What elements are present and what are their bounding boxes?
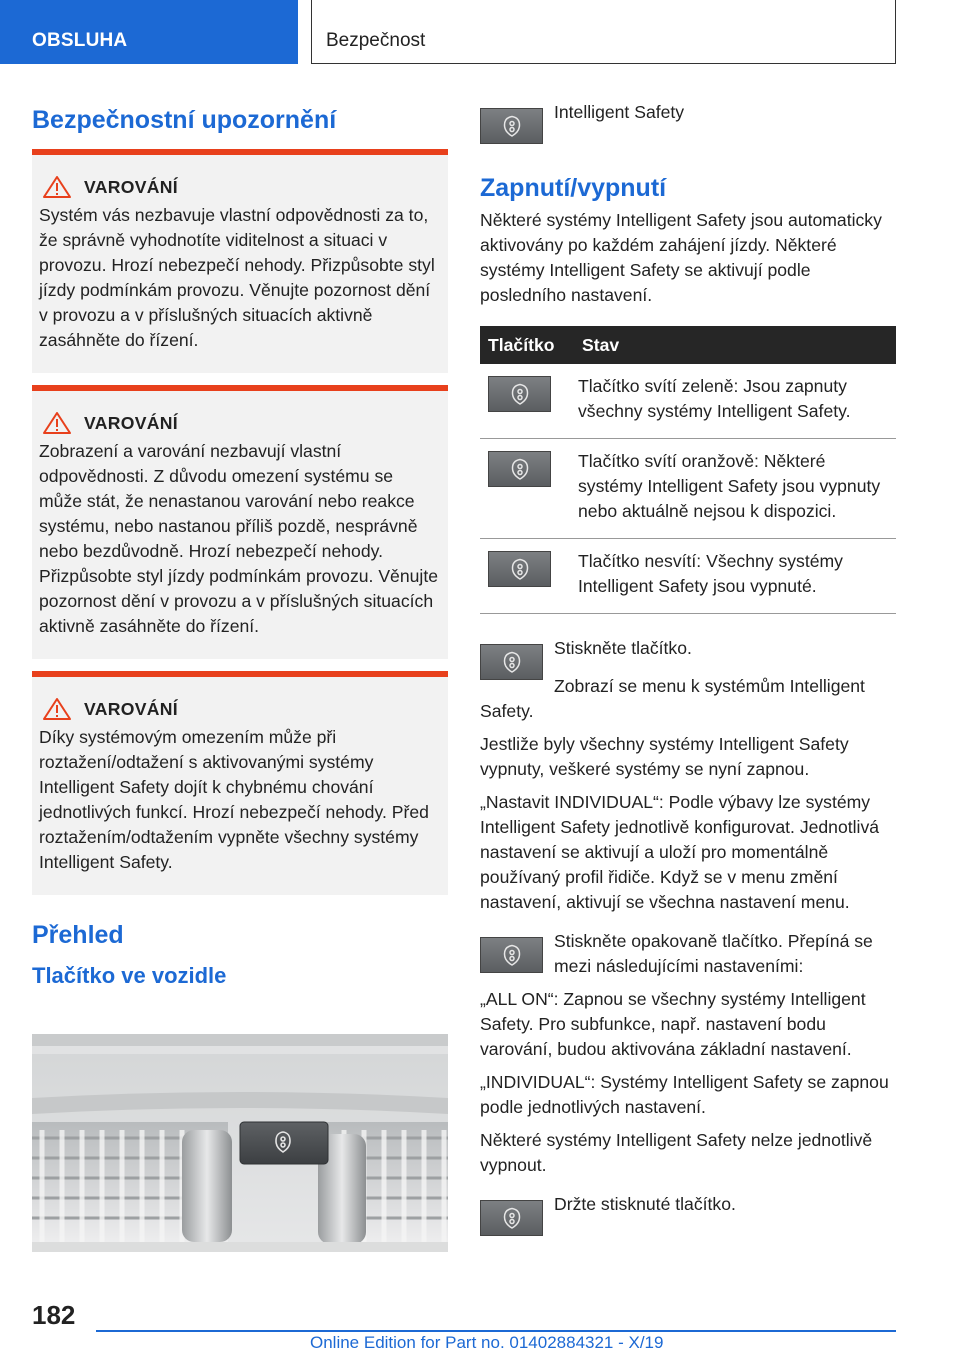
section-tab: OBSLUHA — [0, 0, 298, 64]
intelligent-safety-button-image — [488, 551, 551, 587]
onoff-title: Zapnutí/vypnutí — [480, 174, 667, 202]
warning-text: Systém vás nezbavuje vlastní odpovědnosti za to, že správně vyhodnotíte viditelnost a situaci v provozu. Hrozí nebezpečí nehody. Přizpůsobte styl jízdy podmínkám provozu. Věnujte pozornost dění v provozu a v příslušných situacích aktivně zasáhněte do řízení. — [39, 205, 435, 350]
intelligent-safety-button-image — [480, 937, 543, 973]
warning-triangle-icon — [42, 697, 72, 721]
repeat-press-text: Stiskněte opakovaně tlačítko. Přepíná se mezi následujícími nastaveními: — [554, 931, 873, 976]
state-text: Tlačítko svítí oranžově: Některé systémy Intelligent Safety jsou vypnuty nebo aktuálně nejsou k dispozici. — [574, 439, 896, 539]
warning-box-3 — [32, 671, 448, 895]
warning-triangle-icon — [42, 411, 72, 435]
intelligent-safety-label: Intelligent Safety — [554, 102, 685, 122]
intelligent-safety-icon — [511, 383, 529, 405]
cannot-disable-text: Některé systémy Intelligent Safety nelze jednotlivě vypnout. — [480, 1130, 873, 1175]
intelligent-safety-button-image — [480, 644, 543, 680]
table-row — [480, 539, 896, 614]
col-header-state: Stav — [574, 326, 896, 364]
warning-box-1 — [32, 149, 448, 373]
left-column — [32, 104, 448, 991]
all-off-text: Jestliže byly všechny systémy Intelligent Safety vypnuty, veškeré systémy se nyní zapnou. — [480, 734, 849, 779]
intelligent-safety-icon — [511, 458, 529, 480]
intelligent-safety-button-image — [480, 1200, 543, 1236]
col-header-button: Tlačítko — [480, 326, 574, 364]
table-row — [480, 439, 896, 539]
all-on-text: „ALL ON“: Zapnou se všechny systémy Intelligent Safety. Pro subfunkce, např. nastavení bodu varování, budou aktivována základní nastavení. — [480, 989, 866, 1059]
warning-label: VAROVÁNÍ — [84, 698, 178, 719]
button-state-table — [480, 326, 896, 614]
chapter-title: Bezpečnost — [311, 0, 896, 64]
safety-notes-title: Bezpečnostní upozornění — [32, 106, 337, 134]
intelligent-safety-icon — [503, 115, 521, 137]
intelligent-safety-button-image — [488, 451, 551, 487]
warning-triangle-icon — [42, 175, 72, 199]
intelligent-safety-icon — [503, 1207, 521, 1229]
intelligent-safety-icon — [503, 944, 521, 966]
onoff-text: Některé systémy Intelligent Safety jsou automaticky aktivovány po každém zahájení jízdy. Některé systémy Intelligent Safety se aktivují podle posledního nastavení. — [480, 210, 882, 305]
warning-label: VAROVÁNÍ — [84, 412, 178, 433]
vehicle-button-photo — [32, 1034, 448, 1252]
intelligent-safety-icon — [511, 558, 529, 580]
page-number: 182 — [32, 1300, 76, 1330]
table-row — [480, 364, 896, 439]
press-button-text: Stiskněte tlačítko. — [554, 638, 692, 658]
warning-text: Díky systémovým omezením může při roztažení/odtažení s aktivovanými systémy Intelligent Safety dojít k chybnému chování jednotlivých funkcí. Hrozí nebezpečí nehody. Před roztažením/odtažením vypněte všechny systémy Intelligent Safety. — [39, 727, 429, 872]
intelligent-safety-icon — [503, 651, 521, 673]
warning-label: VAROVÁNÍ — [84, 176, 178, 197]
individual-setting-text: „Nastavit INDIVIDUAL“: Podle výbavy lze systémy Intelligent Safety jednotlivě konfigurovat. Jednotlivá nastavení se aktivují a uloží pro momentálně používaný profil řidiče. Když se v menu změní nastavení, aktivují se všechna nastavení menu. — [480, 792, 880, 912]
intelligent-safety-button-image — [480, 108, 543, 144]
footer-divider — [96, 1330, 896, 1332]
state-text: Tlačítko svítí zeleně: Jsou zapnuty všechny systémy Intelligent Safety. — [574, 364, 896, 439]
right-column — [480, 104, 896, 1236]
individual-mode-text: „INDIVIDUAL“: Systémy Intelligent Safety se zapnou podle jednotlivých nastavení. — [480, 1072, 889, 1117]
overview-title: Přehled — [32, 921, 124, 949]
overview-subtitle: Tlačítko ve vozidle — [32, 963, 227, 988]
menu-text: Zobrazí se menu k systémům Intelligent Safety. — [480, 676, 865, 721]
state-text: Tlačítko nesvítí: Všechny systémy Intelligent Safety jsou vypnuté. — [574, 539, 896, 614]
hold-button-text: Držte stisknuté tlačítko. — [554, 1194, 736, 1214]
intelligent-safety-button-image — [488, 376, 551, 412]
edition-note: Online Edition for Part no. 01402884321 - X/19 — [310, 1333, 664, 1352]
warning-text: Zobrazení a varování nezbavují vlastní odpovědnosti. Z důvodu omezení systému se může stát, že nenastanou varování nebo reakce systému, nebo nastanou příliš pozdě, nesprávně nebo bezdůvodně. Hrozí nebezpečí nehody. Přizpůsobte styl jízdy podmínkám provozu. Věnujte pozornost dění v provozu a v příslušných situacích aktivně zasáhněte do řízení. — [39, 441, 438, 636]
warning-box-2 — [32, 385, 448, 659]
